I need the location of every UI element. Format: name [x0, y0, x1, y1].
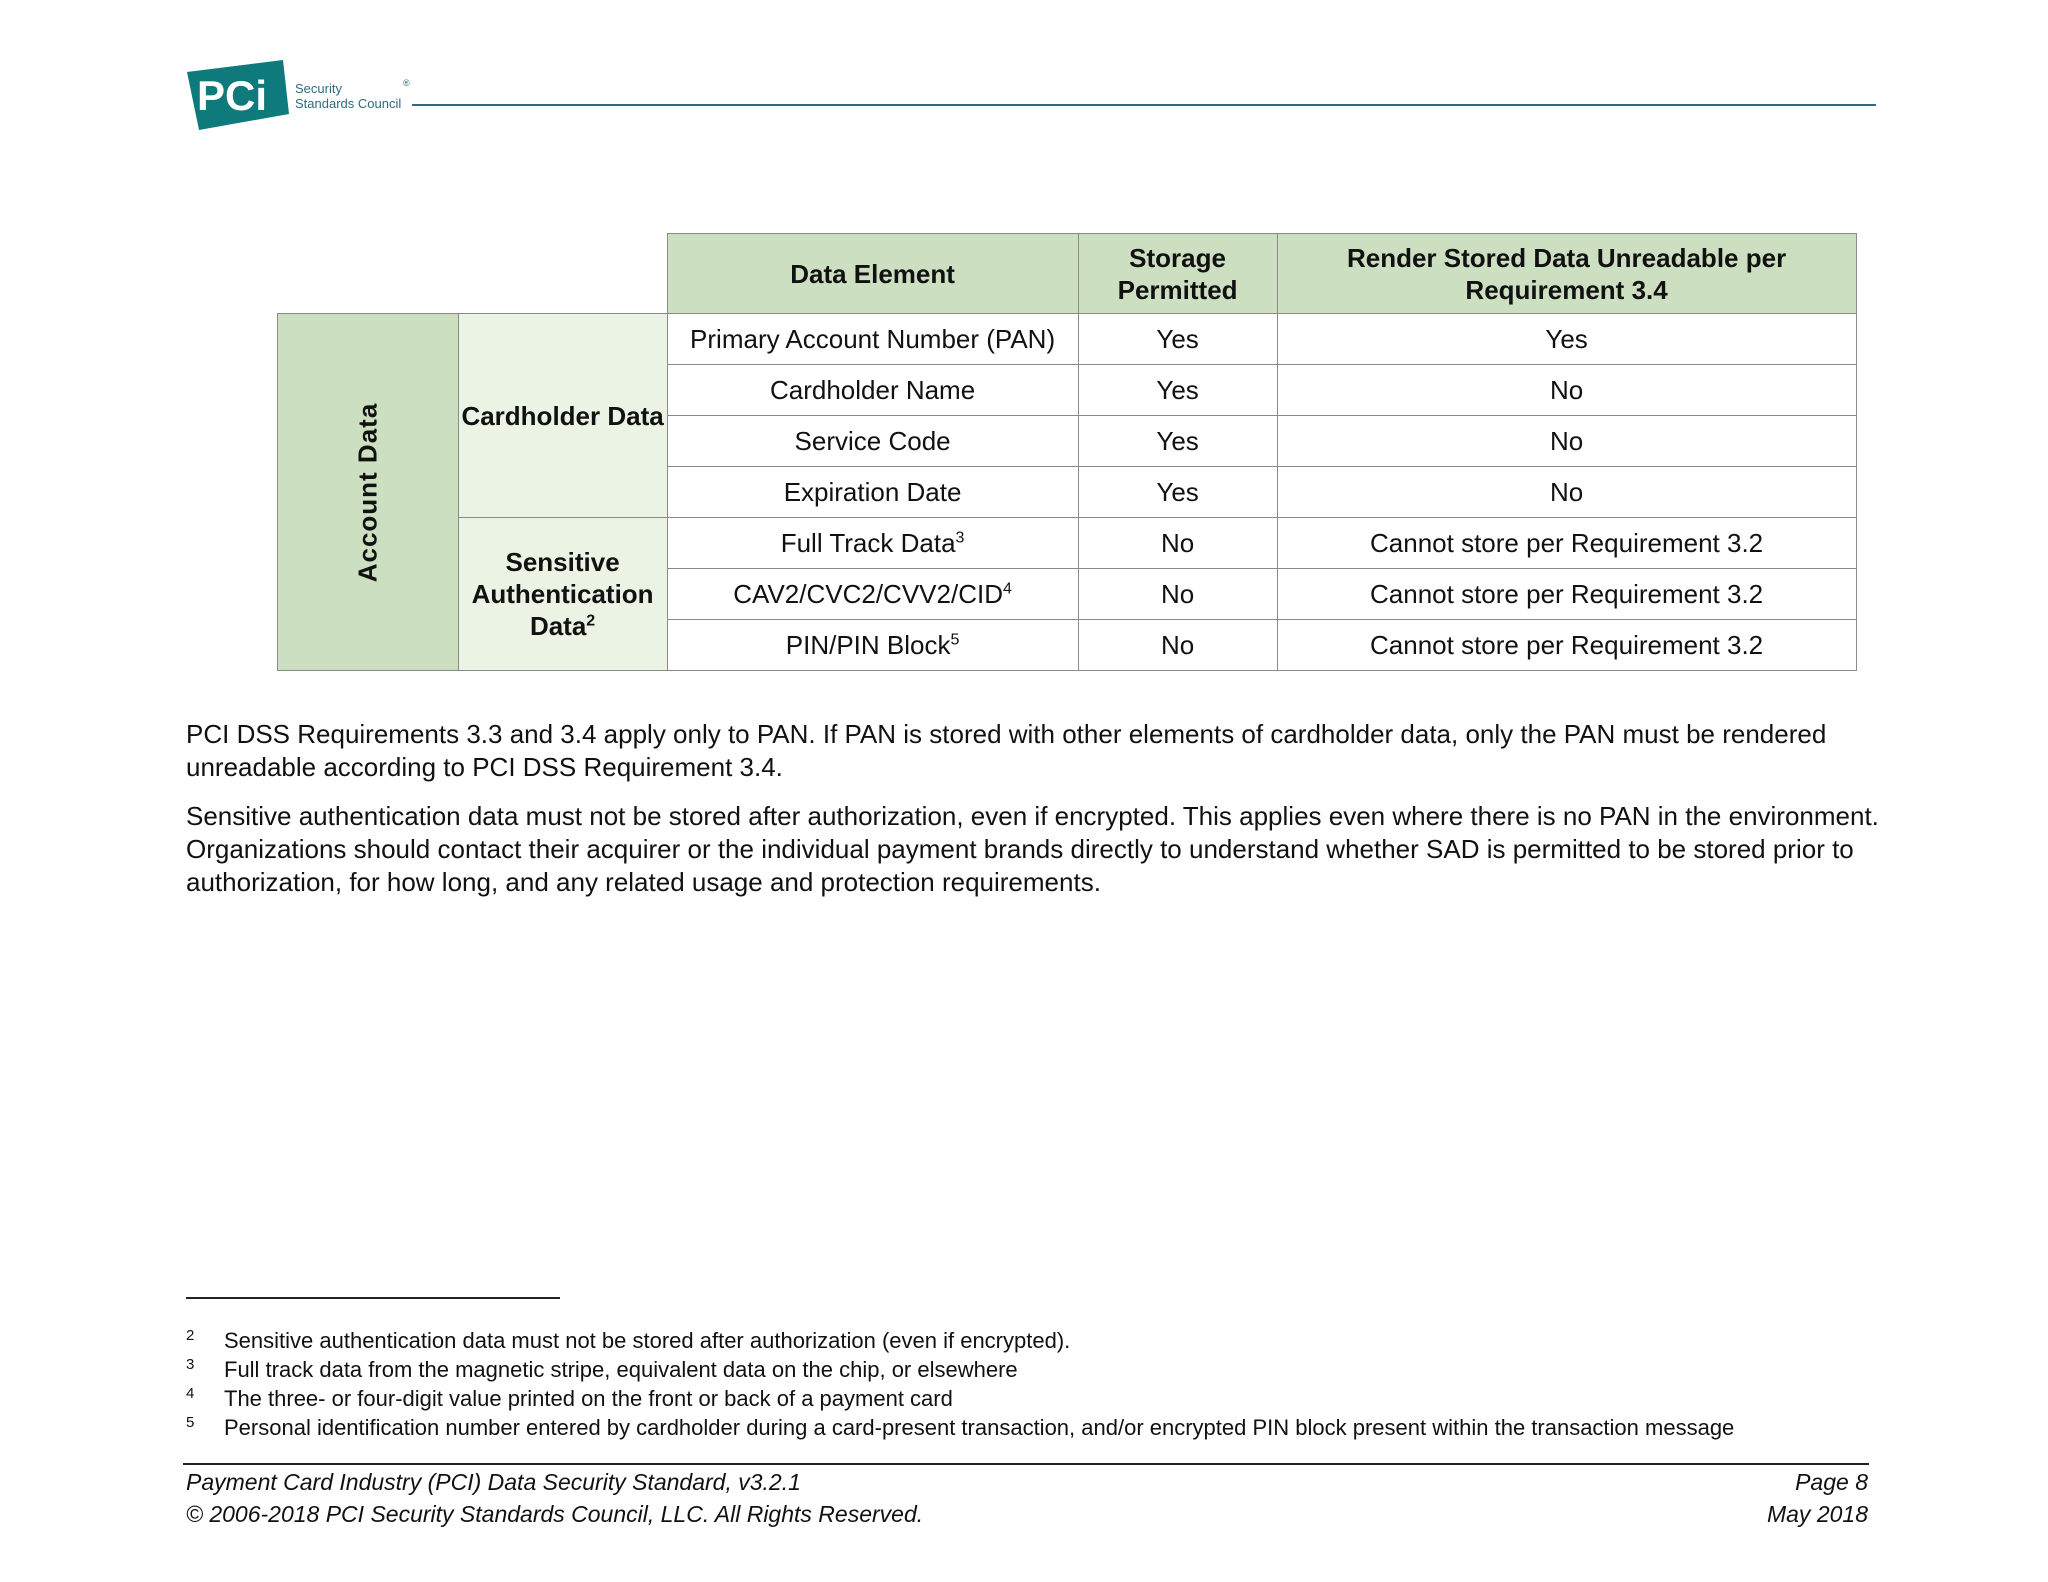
data-element-cell: Service Code: [667, 416, 1078, 467]
element-name: Full Track Data: [780, 527, 956, 558]
render-cell: Cannot store per Requirement 3.2: [1277, 620, 1856, 671]
footer-copyright: © 2006-2018 PCI Security Standards Council, LLC. All Rights Reserved.: [186, 1501, 924, 1527]
footnote-number: 5: [186, 1414, 195, 1431]
footnotes: [186, 1326, 1886, 1442]
table-row: [278, 314, 1857, 365]
storage-cell: Yes: [1078, 467, 1277, 518]
data-element-cell: Primary Account Number (PAN): [667, 314, 1078, 365]
render-cell: Cannot store per Requirement 3.2: [1277, 569, 1856, 620]
footer-line-2: [186, 1501, 1868, 1528]
footnote: [186, 1355, 1886, 1384]
pci-logo: [185, 58, 415, 132]
footer-page-number: Page 8: [1795, 1469, 1868, 1495]
storage-cell: Yes: [1078, 314, 1277, 365]
column-header-render-unreadable: Render Stored Data Unreadable per Requirement 3.4: [1277, 234, 1856, 314]
element-name: PIN/PIN Block: [785, 629, 951, 660]
account-data-cell: [278, 314, 459, 671]
paragraph-sad-storage: Sensitive authentication data must not be stored after authorization, even if encrypted. This applies even where there is no PAN in the environment. Organizations should contact their acquirer or the individual payment brands directly to understand whether SAD is permitted to be stored prior to authorization, for how long, and any related usage and protection requirements.: [186, 801, 1879, 897]
render-cell: No: [1277, 365, 1856, 416]
render-cell: No: [1277, 416, 1856, 467]
storage-cell: Yes: [1078, 416, 1277, 467]
storage-cell: Yes: [1078, 365, 1277, 416]
table-corner: [278, 234, 668, 314]
data-storage-table: [277, 233, 1857, 671]
footnote: [186, 1326, 1886, 1355]
footnote-text: The three- or four-digit value printed on the front or back of a payment card: [224, 1386, 953, 1411]
sensitive-auth-data-group: [458, 518, 667, 671]
storage-cell: No: [1078, 620, 1277, 671]
data-element-cell: Expiration Date: [667, 467, 1078, 518]
footnote-ref: 2: [586, 612, 596, 630]
footnote-number: 2: [186, 1327, 195, 1344]
footer-date: May 2018: [1766, 1501, 1868, 1527]
cardholder-data-group: [458, 314, 667, 518]
logo-text: PCi: [197, 72, 268, 119]
data-element-cell: [667, 518, 1078, 569]
footnote-number: 3: [186, 1356, 195, 1373]
footnote-text: Personal identification number entered by cardholder during a card-present transaction, and/or encrypted PIN block present within the transaction message: [224, 1415, 1735, 1440]
column-header-data-element: Data Element: [667, 234, 1078, 314]
org-name-line2: Standards Council: [295, 96, 402, 111]
footnote-text: Full track data from the magnetic stripe, equivalent data on the chip, or elsewhere: [224, 1357, 1018, 1382]
storage-cell: No: [1078, 518, 1277, 569]
render-cell: Cannot store per Requirement 3.2: [1277, 518, 1856, 569]
footnote-ref: 5: [950, 630, 960, 648]
data-element-cell: Cardholder Name: [667, 365, 1078, 416]
table-header-row: [278, 234, 1857, 314]
footer-title: Payment Card Industry (PCI) Data Security Standard, v3.2.1: [186, 1469, 801, 1495]
footnote: [186, 1384, 1886, 1413]
element-name: CAV2/CVC2/CVV2/CID: [733, 578, 1003, 609]
footnote-ref: 4: [1002, 579, 1012, 597]
storage-cell: No: [1078, 569, 1277, 620]
data-element-cell: [667, 569, 1078, 620]
footnote-separator: [186, 1297, 560, 1299]
group-label: Cardholder Data: [461, 400, 664, 431]
footnote-text: Sensitive authentication data must not be stored after authorization (even if encrypted).: [224, 1328, 1071, 1353]
account-data-label: Account Data: [352, 402, 383, 582]
data-element-cell: [667, 620, 1078, 671]
header-rule: [412, 104, 1876, 106]
footer-line-1: [186, 1469, 1868, 1496]
footer-rule: [183, 1463, 1869, 1465]
render-cell: Yes: [1277, 314, 1856, 365]
paragraph-pan-requirements: PCI DSS Requirements 3.3 and 3.4 apply only to PAN. If PAN is stored with other elements of cardholder data, only the PAN must be rendered unreadable according to PCI DSS Requirement 3.4.: [186, 719, 1827, 782]
footnote: [186, 1413, 1886, 1442]
footnote-ref: 3: [955, 528, 965, 546]
footnote-number: 4: [186, 1385, 195, 1402]
group-label: Sensitive Authentication Data: [471, 547, 654, 641]
render-cell: No: [1277, 467, 1856, 518]
org-name-line1: Security: [295, 81, 342, 96]
column-header-storage-permitted: Storage Permitted: [1078, 234, 1277, 314]
registered-mark: ®: [403, 78, 410, 88]
table-row: [278, 518, 1857, 569]
